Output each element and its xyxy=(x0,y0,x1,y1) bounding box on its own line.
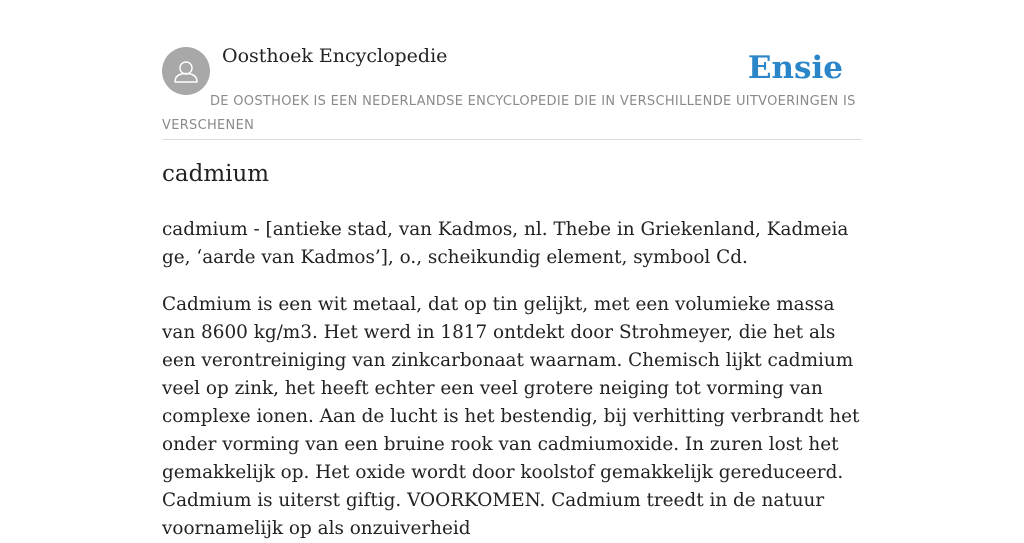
article-paragraph: Cadmium is een wit metaal, dat op tin gelijkt, met een volumieke massa van 8600 kg/m3. Het werd in 1817 ontdekt door Strohmeyer, die het als een verontreiniging van zinkcarbonaat waarnam. Chemisch lijkt cadmium veel op zink, het heeft echter een veel grotere neiging tot vorming van complexe ionen. Aan de lucht is het bestendig, bij verhitting verbrandt het onder vorming van een bruine rook van cadmiumoxide. In zuren lost het gemakkelijk op. Het oxide wordt door koolstof gemakkelijk gereduceerd. Cadmium is uiterst giftig. VOORKOMEN. Cadmium treedt in de natuur voornamelijk op als onzuiverheid xyxy=(162,294,860,539)
page-content xyxy=(162,0,862,539)
page-header xyxy=(162,0,862,140)
user-avatar-icon[interactable] xyxy=(162,47,210,95)
article-paragraph: cadmium - [antieke stad, van Kadmos, nl. Thebe in Griekenland, Kadmeia ge, ‘aarde van Kadmos’], o., scheikundig element, symbool Cd. xyxy=(162,219,849,268)
ensie-logo-link[interactable]: Ensie xyxy=(747,50,843,86)
site-tagline: DE OOSTHOEK IS EEN NEDERLANDSE ENCYCLOPEDIE DIE IN VERSCHILLENDE UITVOERINGEN IS VERSCHENEN xyxy=(162,94,856,133)
article-title: cadmium xyxy=(162,161,270,187)
site-title-link[interactable]: Oosthoek Encyclopedie xyxy=(222,45,448,67)
